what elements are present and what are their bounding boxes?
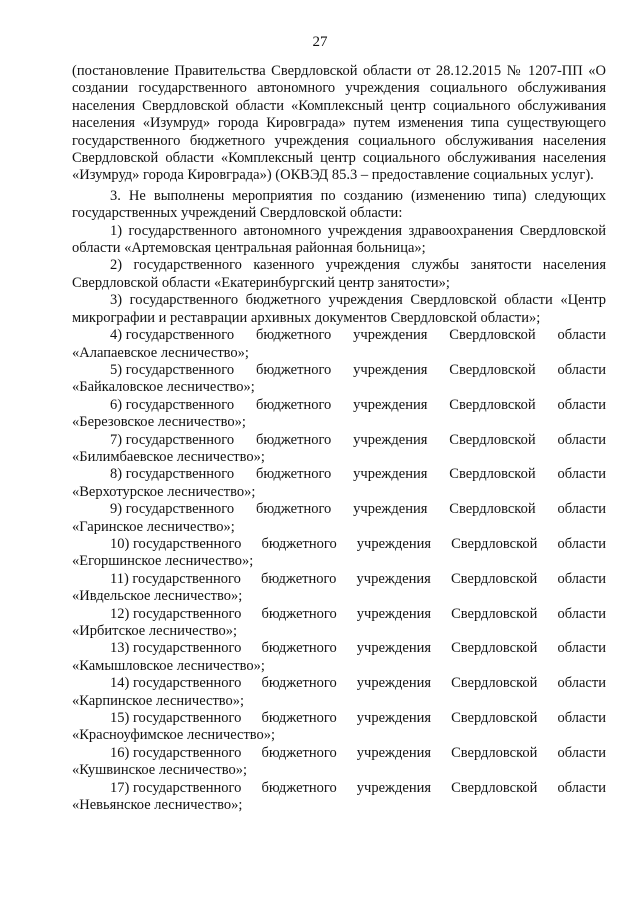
list-item-first-line [72,675,606,692]
section-3-paragraph: 3. Не выполнены мероприятия по созданию (изменению типа) следующих государственных учреждений Свердловской области: [72,187,606,222]
list-item-first-line [72,362,606,379]
list-item-name: «Верхотурское лесничество»; [72,483,256,500]
list-item-word: Свердловской [451,605,538,622]
list-item-word: Свердловской [449,327,536,344]
list-item-word: бюджетного [256,396,332,413]
list-item-first-line [72,327,606,344]
list-item-word: бюджетного [261,640,337,657]
list-item-word: учреждения [353,327,428,344]
list-item-word: области [557,779,606,796]
list-item-first-line [72,640,606,657]
list-item-word: 6) государственного [110,396,235,413]
list-item-word: области [557,396,606,413]
list-item-word: области [557,327,606,344]
list-item-word: бюджетного [261,605,337,622]
list-item-word: Свердловской [451,744,538,761]
list-item-word: области [557,466,606,483]
list-item-name: «Кушвинское лесничество»; [72,762,247,779]
list-item-first-line [72,745,606,762]
list-item-word: бюджетного [256,501,332,518]
list-item-word: области [557,570,606,587]
list-item-word: учреждения [356,744,432,761]
page-number: 27 [312,34,328,50]
list-item-2: 2) государственного казенного учреждения службы занятости населения Свердловской области «Екатеринбургский центр занятости»; [72,257,606,291]
list-item-name: «Билимбаевское лесничество»; [72,448,265,465]
list-item-word: бюджетного [261,710,337,727]
list-item-forestry [72,640,606,675]
list-item-name: «Березовское лесничество»; [72,414,246,431]
list-item-word: учреждения [356,570,431,587]
list-item-word: учреждения [353,396,428,413]
list-item-word: 15) государственного [110,710,242,727]
list-item-word: учреждения [353,501,428,518]
list-item-word: Свердловской [449,361,536,378]
list-item-word: Свердловской [449,466,536,483]
list-item-word: Свердловской [449,431,536,448]
document-body [72,63,606,814]
list-item-word: 11) государственного [110,570,241,587]
list-item-first-line [72,432,606,449]
list-item-forestry [72,397,606,432]
list-item-forestry [72,501,606,536]
list-item-word: области [557,605,606,622]
list-item-word: бюджетного [261,535,337,552]
list-item-1: 1) государственного автономного учреждения здравоохранения Свердловской области «Артемовская центральная районная больница»; [72,222,606,257]
list-item-forestry [72,606,606,641]
list-item-word: области [557,361,606,378]
list-item-name: «Алапаевское лесничество»; [72,344,249,361]
list-item-word: области [557,710,606,727]
list-item-name: «Невьянское лесничество»; [72,797,243,814]
list-item-word: области [557,501,606,518]
list-item-name: «Карпинское лесничество»; [72,692,245,709]
list-item-word: области [557,675,606,692]
list-item-word: Свердловской [451,779,538,796]
list-item-forestry [72,675,606,710]
list-item-word: бюджетного [261,744,337,761]
list-item-word: области [557,431,606,448]
list-item-name: «Егоршинское лесничество»; [72,553,254,570]
list-item-word: 9) государственного [110,501,235,518]
list-item-word: области [557,535,606,552]
list-item-forestry [72,780,606,815]
list-item-first-line [72,501,606,518]
list-item-word: 13) государственного [110,640,242,657]
list-item-first-line [72,780,606,797]
list-item-word: 16) государственного [110,744,242,761]
list-item-word: области [557,640,606,657]
list-item-word: учреждения [356,779,432,796]
list-item-word: учреждения [356,675,432,692]
list-item-word: 5) государственного [110,361,235,378]
intro-paragraph: (постановление Правительства Свердловской области от 28.12.2015 № 1207-ПП «О создании государственного автономного учреждения социального обслуживания населения Свердловской области «Комплексный центр социального обслуживания населения «Изумруд» города Кировграда» путем изменения типа существующего государственного бюджетного учреждения социального обслуживания населения Свердловской области «Комплексный центр социального обслуживания населения «Изумруд» города Кировграда») (ОКВЭД 85.3 – предоставление социальных услуг). [72,63,606,184]
list-item-forestry [72,466,606,501]
list-item-word: учреждения [356,605,432,622]
list-item-word: бюджетного [261,779,337,796]
list-item-word: Свердловской [451,710,538,727]
list-item-word: бюджетного [256,327,332,344]
list-item-forestry [72,362,606,397]
list-item-word: области [557,744,606,761]
list-item-word: Свердловской [451,675,538,692]
list-item-word: Свердловской [451,535,538,552]
list-item-name: «Гаринское лесничество»; [72,518,235,535]
list-item-word: учреждения [353,431,428,448]
list-item-forestry [72,327,606,362]
list-item-word: 4) государственного [110,327,235,344]
list-item-first-line [72,571,606,588]
list-item-word: учреждения [356,535,432,552]
list-item-word: 14) государственного [110,675,242,692]
list-item-word: бюджетного [256,431,332,448]
list-item-word: бюджетного [256,466,332,483]
list-item-word: учреждения [356,710,432,727]
list-item-name: «Байкаловское лесничество»; [72,379,255,396]
list-item-first-line [72,710,606,727]
list-item-name: «Красноуфимское лесничество»; [72,727,276,744]
list-item-forestry [72,710,606,745]
list-item-forestry [72,571,606,606]
list-item-word: Свердловской [451,640,538,657]
list-item-word: 7) государственного [110,431,235,448]
list-item-word: Свердловской [449,396,536,413]
list-item-word: бюджетного [261,675,337,692]
list-item-first-line [72,397,606,414]
list-item-word: 8) государственного [110,466,235,483]
forestry-list [72,327,606,814]
list-item-forestry [72,432,606,467]
list-item-word: учреждения [353,466,428,483]
list-item-forestry [72,745,606,780]
list-item-word: Свердловской [451,570,538,587]
list-item-3: 3) государственного бюджетного учреждения Свердловской области «Центр микрографии и реставрации архивных документов Свердловской области»; [72,292,606,326]
list-item-word: бюджетного [261,570,337,587]
list-item-name: «Ивдельское лесничество»; [72,588,243,605]
list-item-first-line [72,466,606,483]
list-item-forestry [72,536,606,571]
list-item-first-line [72,536,606,553]
list-item-word: 10) государственного [110,535,242,552]
list-item-word: бюджетного [256,361,332,378]
list-item-first-line [72,606,606,623]
list-item-name: «Камышловское лесничество»; [72,657,265,674]
list-item-word: 17) государственного [110,779,242,796]
list-item-word: учреждения [356,640,432,657]
list-item-word: учреждения [353,361,428,378]
list-item-word: 12) государственного [110,605,242,622]
list-item-name: «Ирбитское лесничество»; [72,623,237,639]
list-item-word: Свердловской [449,501,536,518]
